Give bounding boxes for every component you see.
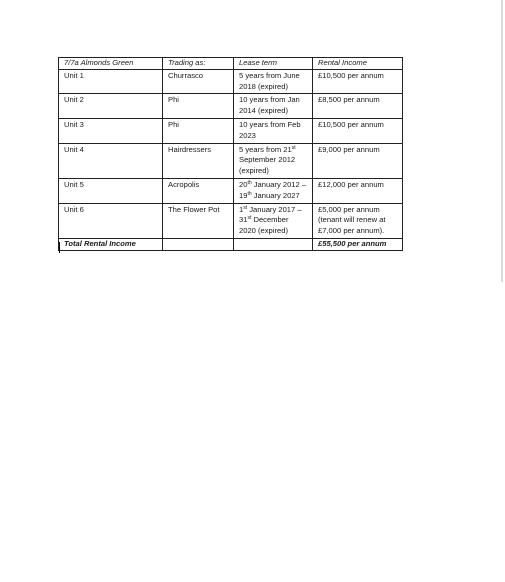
ordinal-suffix: st xyxy=(291,144,296,151)
lease-line: 2014 (expired) xyxy=(239,106,288,116)
ordinal-suffix: th xyxy=(247,190,252,197)
empty-cell xyxy=(163,238,234,250)
rental-income-cell: £9,000 per annum xyxy=(313,143,403,178)
lease-text: January 2027 xyxy=(251,190,300,200)
lease-line: 2023 xyxy=(239,130,256,140)
lease-text: 1 xyxy=(239,204,244,214)
table-row xyxy=(59,143,403,178)
trading-as-cell: Hairdressers xyxy=(163,143,234,178)
unit-cell: Unit 2 xyxy=(59,94,163,119)
lease-text: 5 years from 21 xyxy=(239,144,292,154)
table-row xyxy=(59,118,403,143)
lease-text: September 2012 xyxy=(239,155,296,165)
header-rental-income: Rental Income xyxy=(313,58,403,70)
header-lease-term: Lease term xyxy=(234,58,313,70)
rental-line: £5,000 per annum xyxy=(318,204,380,214)
lease-text: December xyxy=(251,215,289,225)
trading-as-cell: Churrasco xyxy=(163,69,234,94)
lease-line: 10 years from Feb xyxy=(239,119,301,129)
unit-cell: Unit 6 xyxy=(59,203,163,238)
lease-term-cell xyxy=(234,203,313,238)
total-value: £55,500 per annum xyxy=(313,238,403,250)
lease-term-cell xyxy=(234,69,313,94)
rental-income-cell xyxy=(313,203,403,238)
lease-text: 19 xyxy=(239,190,248,200)
ordinal-suffix: th xyxy=(247,179,252,186)
lease-text: 20 xyxy=(239,179,248,189)
rental-line: £7,000 per annum). xyxy=(318,226,385,236)
unit-cell: Unit 3 xyxy=(59,118,163,143)
lease-term-cell xyxy=(234,118,313,143)
page-edge xyxy=(501,0,503,282)
lease-term-cell xyxy=(234,178,313,203)
ordinal-suffix: st xyxy=(247,215,252,222)
lease-text: January 2012 – xyxy=(251,179,307,189)
lease-term-cell xyxy=(234,94,313,119)
unit-cell: Unit 1 xyxy=(59,69,163,94)
trading-as-cell: The Flower Pot xyxy=(163,203,234,238)
total-label: Total Rental Income xyxy=(59,238,163,250)
lease-text: 2020 (expired) xyxy=(239,226,288,236)
trading-as-cell: Acropolis xyxy=(163,178,234,203)
total-row xyxy=(59,238,403,250)
table-row xyxy=(59,69,403,94)
empty-cell xyxy=(234,238,313,250)
trading-as-cell: Phi xyxy=(163,118,234,143)
rental-income-table xyxy=(58,57,403,251)
table-row xyxy=(59,203,403,238)
text-cursor[interactable] xyxy=(59,242,60,253)
trading-as-cell: Phi xyxy=(163,94,234,119)
rental-income-cell: £10,500 per annum xyxy=(313,118,403,143)
rental-income-cell: £8,500 per annum xyxy=(313,94,403,119)
lease-text: (expired) xyxy=(239,166,269,176)
rental-income-cell: £12,000 per annum xyxy=(313,178,403,203)
ordinal-suffix: st xyxy=(243,204,248,211)
lease-line: 2018 (expired) xyxy=(239,81,288,91)
header-trading-as: Trading as: xyxy=(163,58,234,70)
rental-income-cell: £10,500 per annum xyxy=(313,69,403,94)
header-property: 7/7a Almonds Green xyxy=(59,58,163,70)
lease-line: 5 years from June xyxy=(239,70,300,80)
table-row xyxy=(59,178,403,203)
lease-text: January 2017 – xyxy=(247,204,302,214)
lease-text: 31 xyxy=(239,215,248,225)
unit-cell: Unit 4 xyxy=(59,143,163,178)
lease-line: 10 years from Jan xyxy=(239,95,300,105)
lease-term-cell xyxy=(234,143,313,178)
table-row xyxy=(59,94,403,119)
unit-cell: Unit 5 xyxy=(59,178,163,203)
table-header-row xyxy=(59,58,403,70)
rental-line: (tenant will renew at xyxy=(318,215,386,225)
